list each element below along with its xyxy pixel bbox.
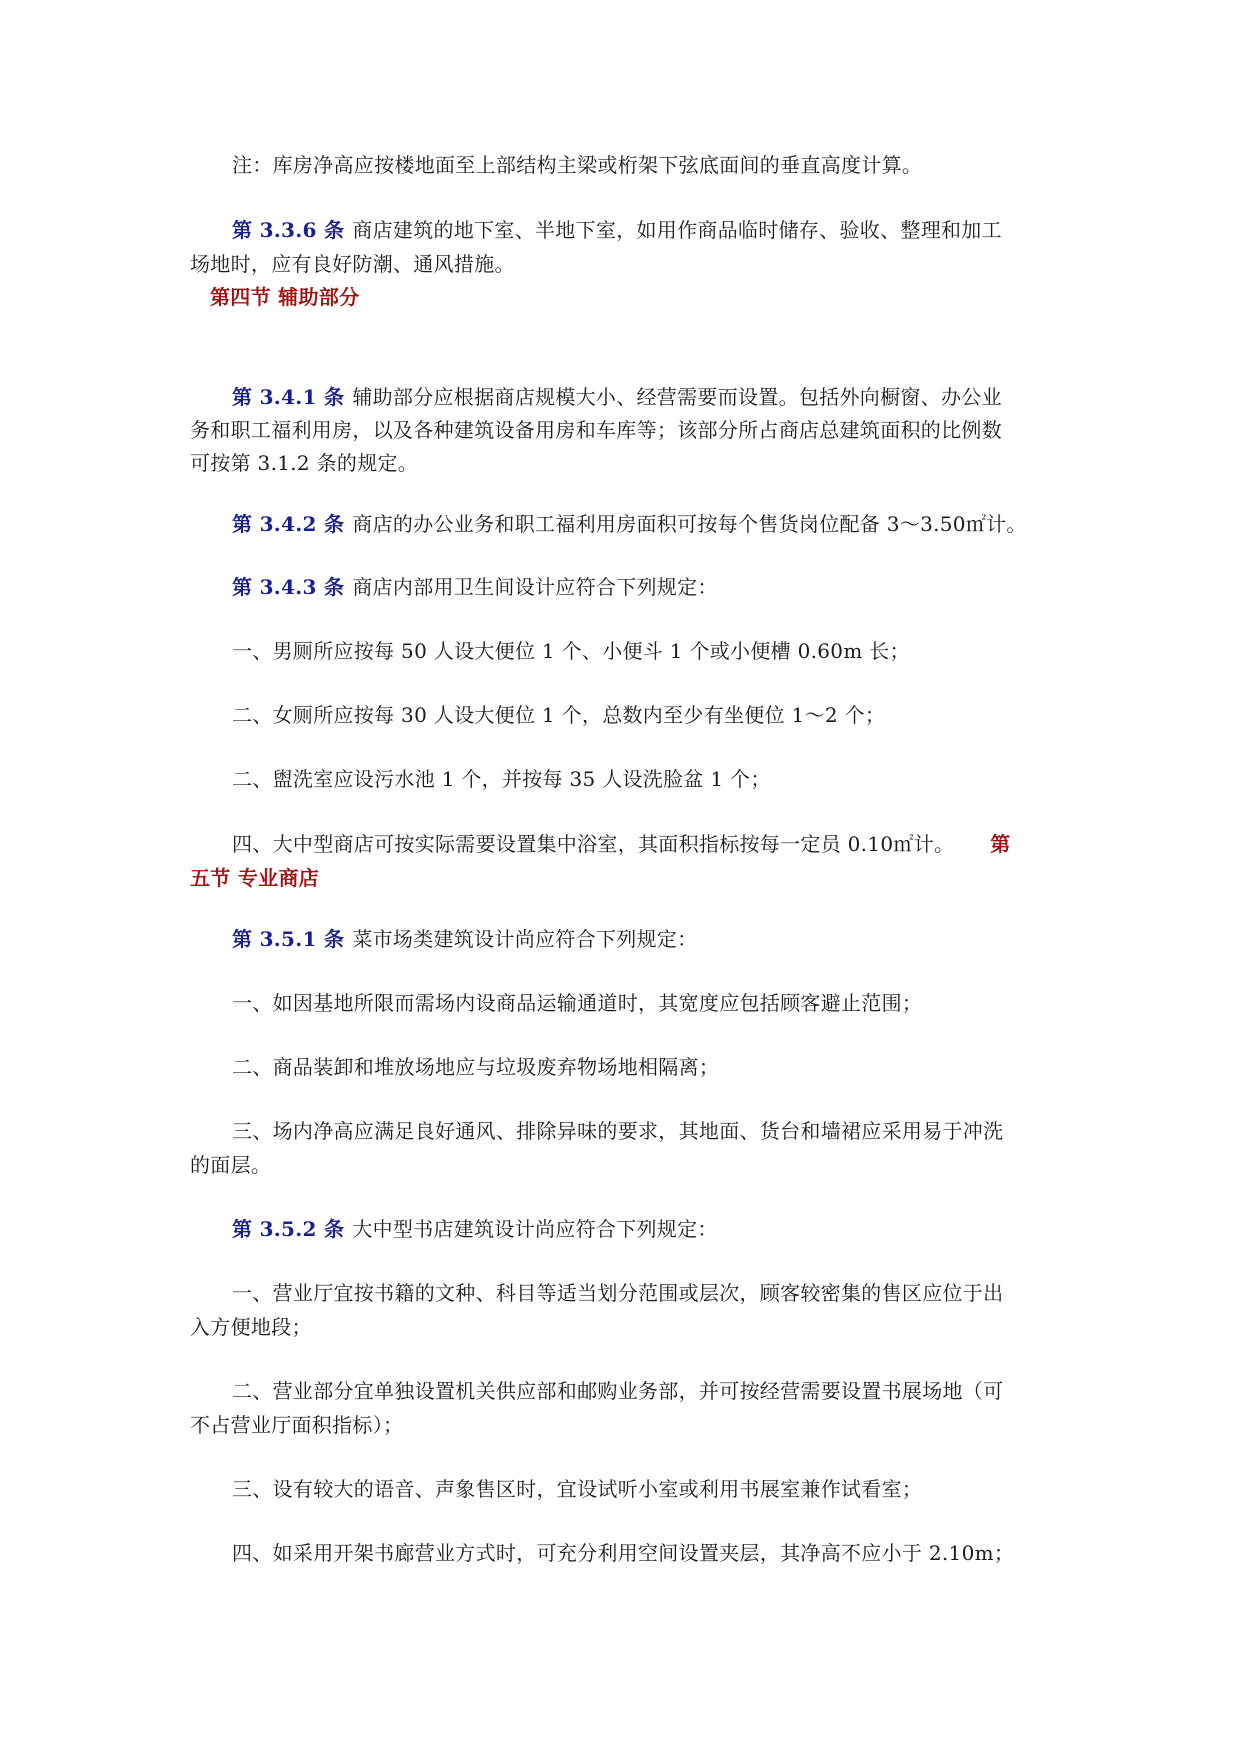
article-3-4-1-line2: 务和职工福利用房，以及各种建筑设备用房和车库等；该部分所占商店总建筑面积的比例数 bbox=[190, 418, 1002, 442]
article-3-4-1-line3: 可按第 3.1.2 条的规定。 bbox=[190, 451, 419, 475]
article-text: 商店的办公业务和职工福利用房面积可按每个售货岗位配备 3～3.50㎡计。 bbox=[352, 512, 1027, 536]
article-3-3-6-line1 bbox=[232, 213, 1102, 247]
list-item-with-section bbox=[232, 827, 1102, 861]
list-item: 三、设有较大的语音、声象售区时，宜设试听小室或利用书展室兼作试看室； bbox=[232, 1477, 923, 1501]
note-paragraph: 注：库房净高应按楼地面至上部结构主梁或桁架下弦底面间的垂直高度计算。 bbox=[232, 153, 923, 177]
article-3-5-2 bbox=[232, 1212, 1102, 1246]
list-item-text: 四、大中型商店可按实际需要设置集中浴室，其面积指标按每一定员 0.10㎡计。 bbox=[232, 832, 955, 856]
article-label: 第 3.4.1 条 bbox=[232, 385, 345, 409]
article-label: 第 3.4.3 条 bbox=[232, 575, 345, 599]
list-item: 一、营业厅宜按书籍的文种、科目等适当划分范围或层次，顾客较密集的售区应位于出 bbox=[232, 1281, 1004, 1305]
article-3-4-1-line1 bbox=[232, 380, 1102, 414]
list-item: 三、场内净高应满足良好通风、排除异味的要求，其地面、货台和墙裙应采用易于冲洗 bbox=[232, 1119, 1004, 1143]
list-item: 一、如因基地所限而需场内设商品运输通道时，其宽度应包括顾客避止范围； bbox=[232, 991, 923, 1015]
article-text: 商店内部用卫生间设计应符合下列规定： bbox=[352, 575, 718, 599]
list-item: 二、商品装卸和堆放场地应与垃圾废弃物场地相隔离； bbox=[232, 1055, 720, 1079]
article-text: 大中型书店建筑设计尚应符合下列规定： bbox=[352, 1217, 718, 1241]
list-item: 四、如采用开架书廊营业方式时，可充分利用空间设置夹层，其净高不应小于 2.10m； bbox=[232, 1541, 1015, 1565]
list-item-continued: 不占营业厅面积指标）； bbox=[190, 1413, 404, 1437]
article-label: 第 3.5.1 条 bbox=[232, 927, 345, 951]
article-text: 菜市场类建筑设计尚应符合下列规定： bbox=[352, 927, 698, 951]
article-text: 商店建筑的地下室、半地下室，如用作商品临时储存、验收、整理和加工 bbox=[352, 218, 1002, 242]
article-3-4-2 bbox=[232, 507, 1102, 541]
section-heading-5-start: 第 bbox=[990, 832, 1011, 856]
article-3-4-3 bbox=[232, 570, 1102, 604]
article-text: 辅助部分应根据商店规模大小、经营需要而设置。包括外向橱窗、办公业 bbox=[352, 385, 1002, 409]
article-label: 第 3.4.2 条 bbox=[232, 512, 345, 536]
list-item: 二、营业部分宜单独设置机关供应部和邮购业务部，并可按经营需要设置书展场地（可 bbox=[232, 1379, 1004, 1403]
article-label: 第 3.3.6 条 bbox=[232, 218, 345, 242]
article-label: 第 3.5.2 条 bbox=[232, 1217, 345, 1241]
list-item: 二、女厕所应按每 30 人设大便位 1 个，总数内至少有坐便位 1～2 个； bbox=[232, 703, 886, 727]
list-item: 二、盥洗室应设污水池 1 个，并按每 35 人设洗脸盆 1 个； bbox=[232, 767, 771, 791]
section-heading-5-end: 五节 专业商店 bbox=[190, 866, 320, 890]
list-item-continued: 的面层。 bbox=[190, 1153, 272, 1177]
list-item: 一、男厕所应按每 50 人设大便位 1 个、小便斗 1 个或小便槽 0.60m 长； bbox=[232, 639, 910, 663]
list-item-continued: 入方便地段； bbox=[190, 1315, 312, 1339]
article-3-3-6-line2: 场地时，应有良好防潮、通风措施。 bbox=[190, 252, 515, 276]
section-heading-4: 第四节 辅助部分 bbox=[210, 285, 360, 309]
article-3-5-1 bbox=[232, 922, 1102, 956]
